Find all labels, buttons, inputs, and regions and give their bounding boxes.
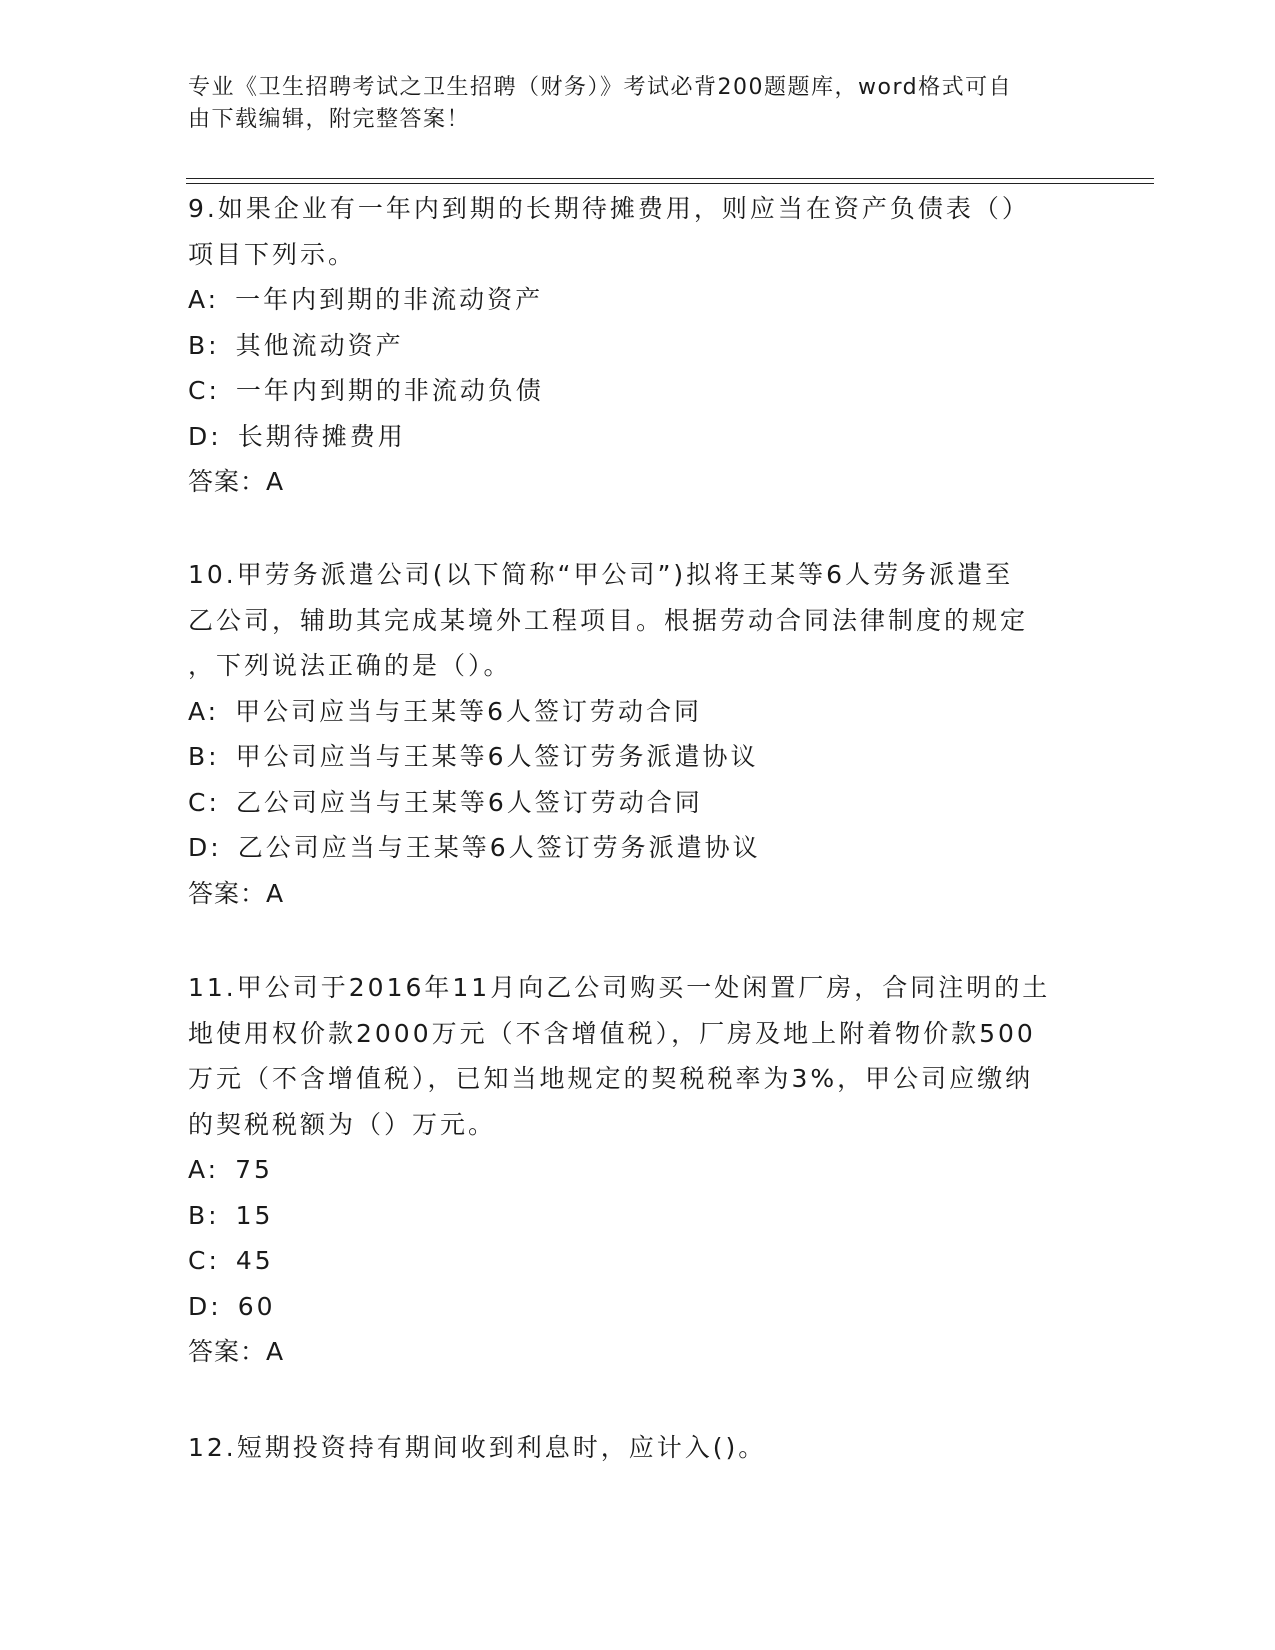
option-key: B: xyxy=(188,330,220,360)
stem-line: 乙公司，辅助其完成某境外工程项目。根据劳动合同法律制度的规定 xyxy=(188,605,1029,635)
option-text: 甲公司应当与王某等6人签订劳务派遣协议 xyxy=(235,742,759,771)
option-d xyxy=(188,825,1088,871)
header-line-1: 专业《卫生招聘考试之卫生招聘（财务）》考试必背200题题库，word格式可自 xyxy=(188,75,1013,100)
option-text: 乙公司应当与王某等6人签订劳务派遣协议 xyxy=(237,833,761,862)
option-c xyxy=(188,780,1088,826)
option-c xyxy=(188,368,1088,414)
option-text: 75 xyxy=(235,1155,273,1184)
option-key: C: xyxy=(188,787,220,817)
header-divider-bottom xyxy=(186,183,1154,184)
option-key: D: xyxy=(188,1291,222,1321)
question-9 xyxy=(188,186,1088,505)
option-text: 长期待摊费用 xyxy=(237,421,406,451)
option-text: 一年内到期的非流动资产 xyxy=(235,285,544,314)
stem-line: 的契税税额为（）万元。 xyxy=(188,1109,497,1139)
option-text: 甲公司应当与王某等6人签订劳动合同 xyxy=(235,696,703,726)
question-11 xyxy=(188,965,1088,1375)
option-a xyxy=(188,277,1088,323)
stem-line: 项目下列示。 xyxy=(188,239,357,269)
stem-line: 10.甲劳务派遣公司(以下简称“甲公司”)拟将王某等6人劳务派遣至 xyxy=(188,560,1014,589)
stem-line: 12.短期投资持有期间收到利息时，应计入()。 xyxy=(188,1433,767,1462)
header-line-2: 由下载编辑，附完整答案！ xyxy=(188,107,471,132)
option-key: C: xyxy=(188,1246,220,1275)
question-stem xyxy=(188,965,1088,1147)
stem-line: 9.如果企业有一年内到期的长期待摊费用，则应当在资产负债表（） xyxy=(188,194,1030,223)
option-key: D: xyxy=(188,421,222,451)
option-text: 其他流动资产 xyxy=(235,330,404,360)
question-10 xyxy=(188,552,1088,916)
option-b xyxy=(188,323,1088,369)
option-key: A: xyxy=(188,696,220,726)
option-text: 45 xyxy=(235,1246,274,1275)
stem-line: 11.甲公司于2016年11月向乙公司购买一处闲置厂房，合同注明的土 xyxy=(188,973,1051,1002)
option-a xyxy=(188,689,1088,735)
question-stem xyxy=(188,552,1088,689)
document-header xyxy=(188,72,1068,136)
option-b xyxy=(188,734,1088,780)
option-key: A: xyxy=(188,1155,220,1184)
option-key: A: xyxy=(188,285,220,314)
question-stem xyxy=(188,186,1088,277)
option-key: C: xyxy=(188,376,220,405)
question-12 xyxy=(188,1425,1088,1471)
answer: 答案：A xyxy=(188,1337,285,1366)
question-stem xyxy=(188,1425,1088,1471)
option-d xyxy=(188,1284,1088,1330)
stem-line: 万元（不含增值税），已知当地规定的契税税率为3%，甲公司应缴纳 xyxy=(188,1064,1034,1093)
option-key: D: xyxy=(188,833,222,862)
stem-line: ，下列说法正确的是（）。 xyxy=(188,651,512,680)
header-divider-top xyxy=(186,178,1154,179)
option-key: B: xyxy=(188,742,220,771)
answer: 答案：A xyxy=(188,878,285,908)
option-text: 乙公司应当与王某等6人签订劳动合同 xyxy=(235,787,703,817)
answer: 答案：A xyxy=(188,467,285,496)
option-a xyxy=(188,1147,1088,1193)
option-text: 15 xyxy=(235,1200,274,1230)
option-d xyxy=(188,414,1088,460)
option-c xyxy=(188,1238,1088,1284)
option-text: 一年内到期的非流动负债 xyxy=(235,376,544,405)
option-b xyxy=(188,1193,1088,1239)
option-key: B: xyxy=(188,1200,220,1230)
option-text: 60 xyxy=(237,1291,276,1321)
stem-line: 地使用权价款2000万元（不含增值税），厂房及地上附着物价款500 xyxy=(188,1018,1036,1048)
